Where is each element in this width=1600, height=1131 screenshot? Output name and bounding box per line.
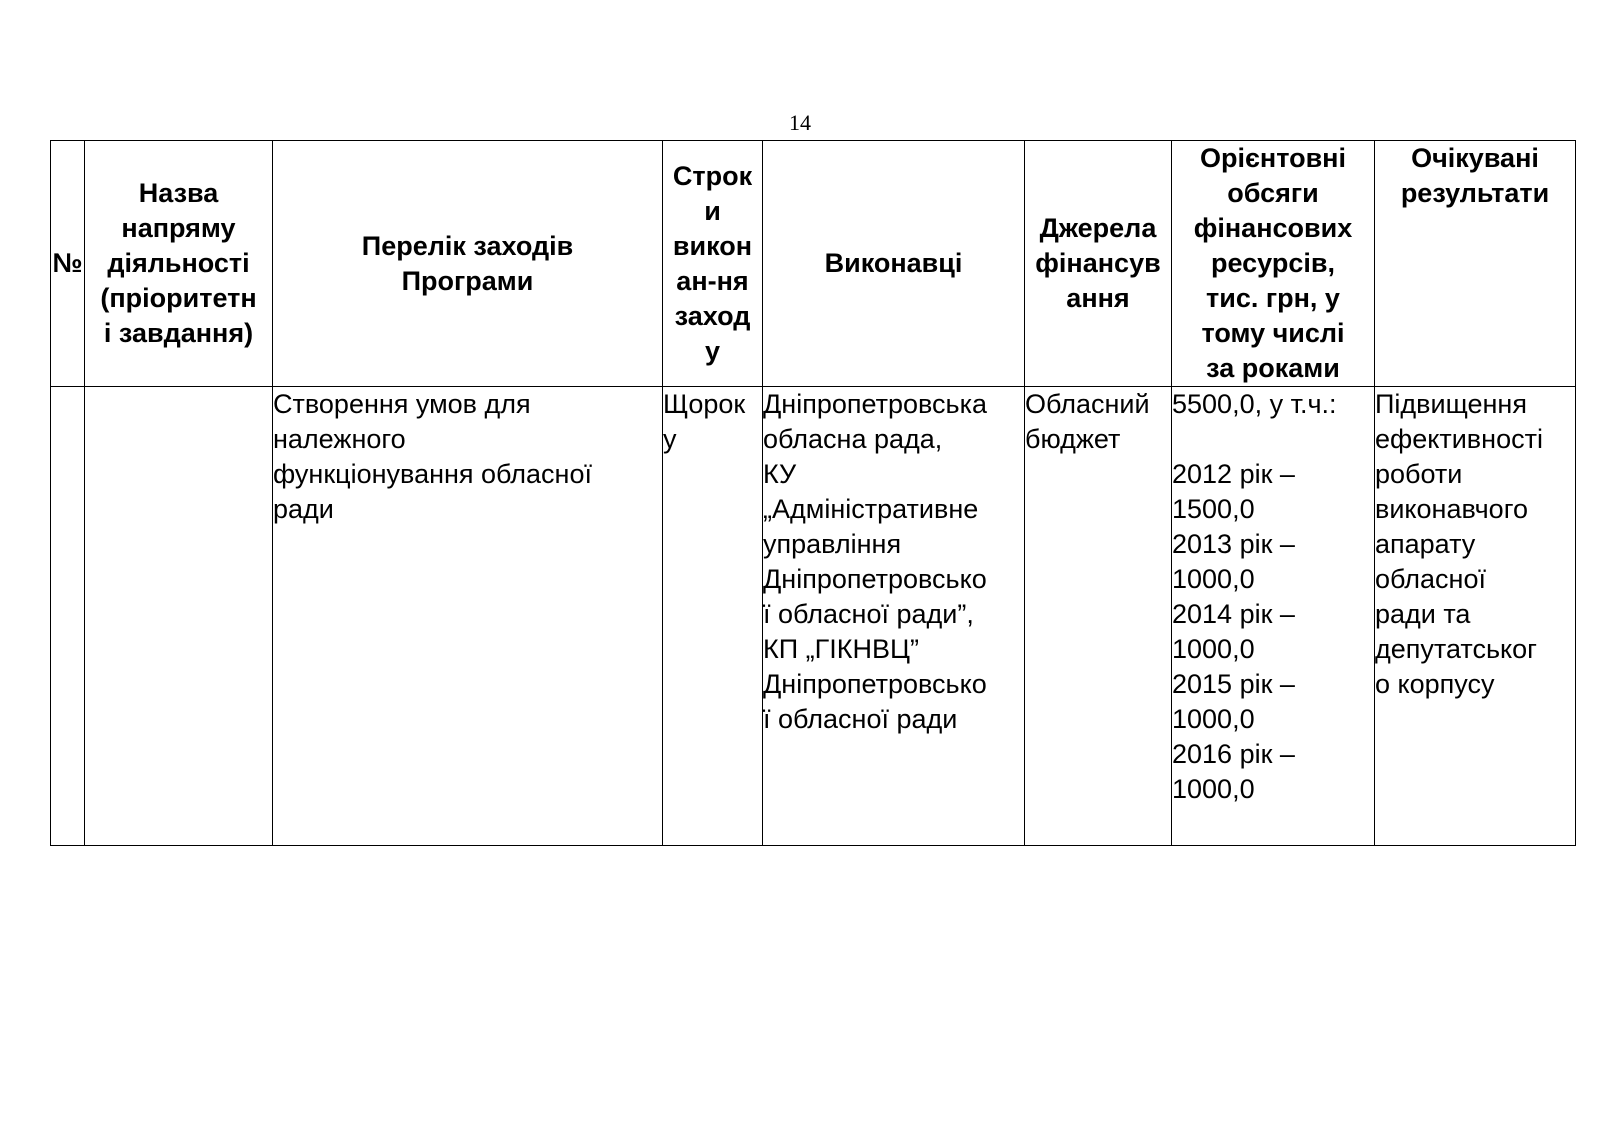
- header-term-text: Строк и викон ан-ня заход у: [672, 160, 753, 366]
- header-volumes-text: Орієнтовні обсяги фінансових ресурсів, тис. грн, у тому числі за роками: [1193, 143, 1353, 383]
- cell-executors: [763, 387, 1025, 846]
- cell-results: [1375, 387, 1576, 846]
- header-volumes: [1172, 141, 1375, 387]
- header-direction-text: Назва напряму діяльності (пріоритетн і завдання): [100, 178, 257, 348]
- page-number-text: 14: [789, 110, 811, 135]
- page-number: [0, 110, 1600, 136]
- cell-volumes-text: 5500,0, у т.ч.: 2012 рік – 1500,0 2013 рік – 1000,0 2014 рік – 1000,0 2015 рік – 1000,0 2016 рік – 1000,0: [1172, 389, 1337, 804]
- cell-volumes: [1172, 387, 1375, 846]
- header-measures: [273, 141, 663, 387]
- header-sources: [1025, 141, 1172, 387]
- cell-direction: [85, 387, 273, 846]
- header-term: [663, 141, 763, 387]
- cell-measures: [273, 387, 663, 846]
- header-number-text: №: [52, 248, 83, 278]
- cell-sources: [1025, 387, 1172, 846]
- cell-term-text: Щорок у: [663, 389, 746, 454]
- cell-results-text: Підвищення ефективності роботи виконавчого апарату обласної ради та депутатськог о корпусу: [1375, 389, 1543, 699]
- table-header-row: [51, 141, 1576, 387]
- header-measures-text: Перелік заходів Програми: [361, 230, 574, 296]
- header-number: [51, 141, 85, 387]
- header-executors-text: Виконавці: [824, 248, 963, 278]
- header-results: [1375, 141, 1576, 387]
- header-results-text: Очікувані результати: [1400, 143, 1550, 208]
- cell-measures-text: Створення умов для належного функціонування обласної ради: [273, 389, 592, 524]
- program-measures-table: [50, 140, 1576, 846]
- cell-term: [663, 387, 763, 846]
- header-executors: [763, 141, 1025, 387]
- cell-executors-text: Дніпропетровська обласна рада, КУ „Адміністративне управління Дніпропетровсько ї обласної ради”, КП „ГІКНВЦ” Дніпропетровсько ї обласної ради: [763, 389, 988, 734]
- header-direction: [85, 141, 273, 387]
- cell-sources-text: Обласний бюджет: [1025, 389, 1150, 454]
- header-sources-text: Джерела фінансув ання: [1035, 213, 1161, 313]
- table-row: [51, 387, 1576, 846]
- cell-number: [51, 387, 85, 846]
